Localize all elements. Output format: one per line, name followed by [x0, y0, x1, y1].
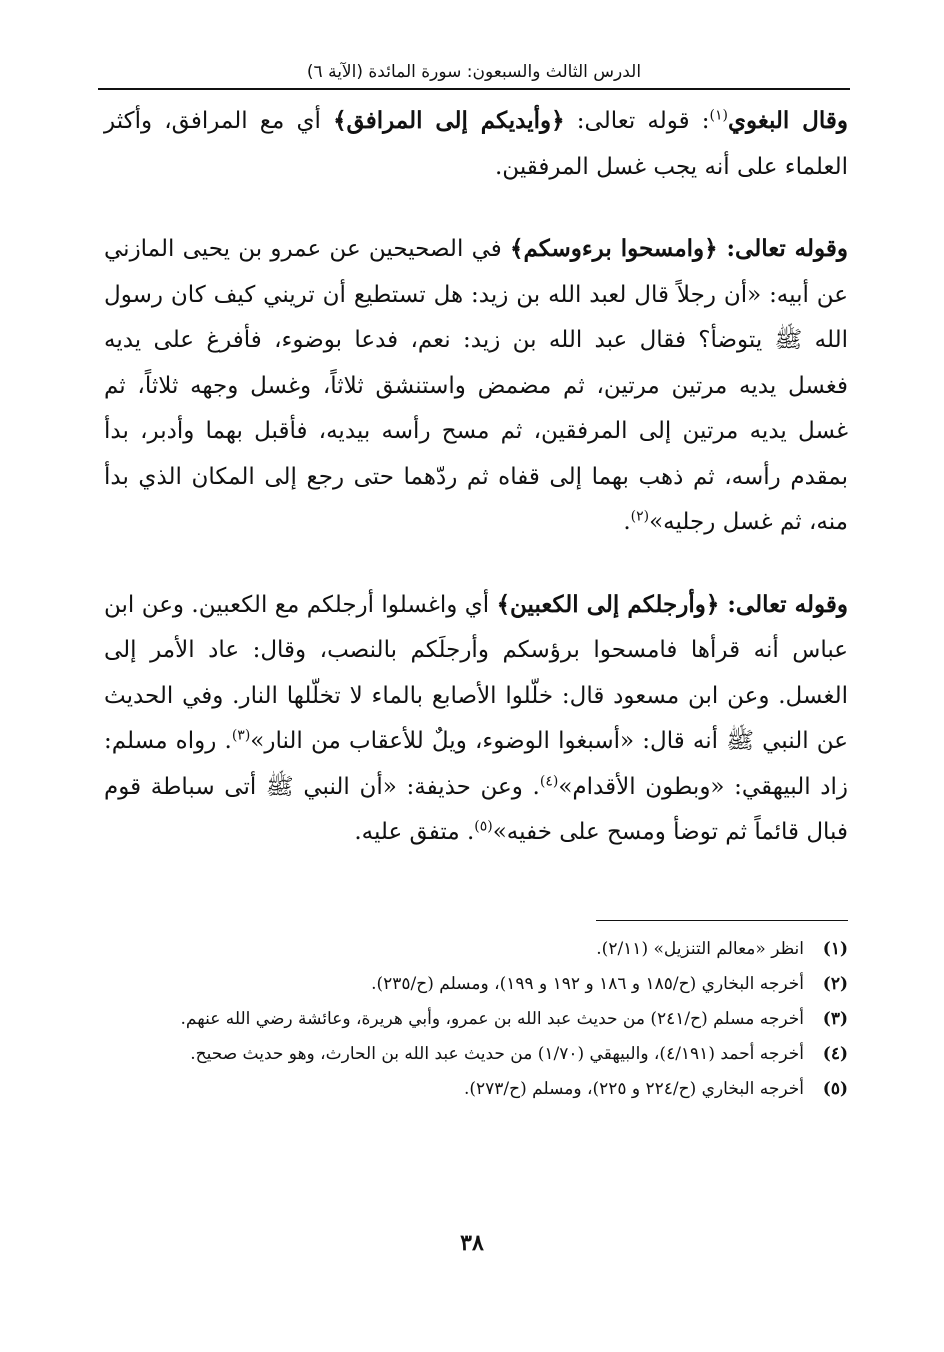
text-run: أي مع المرافق، وأكثر العلماء على أنه يجب غسل المرفقين.	[104, 108, 848, 180]
header-divider	[98, 88, 850, 90]
text-run: في الصحيحين عن عمرو بن يحيى المازني عن أبيه: «أن رجلاً قال لعبد الله بن زيد: هل تستطيع أن تريني كيف كان رسول الله ﷺ يتوضأ؟ فقال عبد الله بن زيد: نعم، فدعا بوضوء، فأفرغ على يديه فغسل يديه مرتين مرتين، ثم مضمض واستنشق ثلاثاً، وغسل وجهه ثلاثاً، ثم غسل يديه مرتين إلى المرفقين، ثم مسح رأسه بيديه، فأقبل بهما وأدبر، بدأ بمقدم رأسه، ثم ذهب بهما إلى قفاه ثم ردّهما حتى رجع إلى المكان الذي بدأ منه، ثم غسل رجليه»	[104, 236, 848, 535]
quran-quote: ﴿وأرجلكم إلى الكعبين﴾	[496, 590, 720, 618]
text-run: . رواه مسلم: زاد البيهقي: «وبطون الأقدام»	[104, 728, 848, 800]
lead-phrase: وقوله تعالى:	[717, 235, 848, 262]
text-run: . وعن حذيفة: «أن النبي ﷺ أتى سباطة قوم فبال قائماً ثم توضأ ومسح على خفيه»	[104, 773, 848, 845]
footnote-item	[104, 1072, 848, 1107]
footnote-number: (٣)	[822, 1009, 848, 1029]
footnote-ref: (٣)	[231, 727, 251, 744]
quran-quote: ﴿وامسحوا برءوسكم﴾	[509, 235, 718, 262]
quran-quote: ﴿وأيديكم إلى المرافق﴾	[333, 107, 565, 134]
footnote-number: (٢)	[822, 974, 848, 994]
text-run: .	[623, 509, 631, 535]
text-run: أي واغسلوا أرجلكم مع الكعبين. وعن ابن عباس أنه قرأها فامسحوا برؤسكم وأرجلَكم بالنصب، وقال: عاد الأمر إلى الغسل. وعن ابن مسعود قال: خلّلوا الأصابع بالماء لا تخلّلها النار. وفي الحديث عن النبي ﷺ أنه قال: «أسبغوا الوضوء، ويلٌ للأعقاب من النار»	[104, 591, 848, 754]
footnote-ref: (١)	[709, 107, 728, 124]
footnote-ref: (٥)	[474, 818, 493, 835]
footnote-text: أخرجه البخاري (ح/١٨٥ و ١٨٦ و ١٩٢ و ١٩٩)، ومسلم (ح/٢٣٥).	[371, 974, 804, 994]
footnotes	[104, 932, 848, 1107]
page-number: ٣٨	[460, 1230, 484, 1256]
footnote-text: انظر «معالم التنزيل» (٢/١١).	[596, 939, 804, 959]
footnote-number: (٥)	[822, 1079, 848, 1099]
footnote-ref: (٤)	[539, 772, 559, 789]
lead-phrase: وقال البغوي	[728, 107, 848, 134]
footnote-item	[104, 967, 848, 1002]
footnote-number: (٤)	[822, 1044, 848, 1064]
footnote-ref: (٢)	[630, 508, 650, 525]
text-run: : قوله تعالى:	[564, 108, 710, 134]
footnote-number: (١)	[822, 939, 848, 959]
footnote-text: أخرجه مسلم (ح/٢٤١) من حديث عبد الله بن عمرو، وأبي هريرة، وعائشة رضي الله عنهم.	[180, 1009, 804, 1029]
footnote-item	[104, 1002, 848, 1037]
paragraph	[104, 226, 848, 546]
footnote-item	[104, 932, 848, 967]
footnote-text: أخرجه أحمد (٤/١٩١)، والبيهقي (١/٧٠) من حديث عبد الله بن الحارث، وهو حديث صحيح.	[190, 1044, 804, 1064]
footnote-divider	[596, 920, 848, 921]
paragraph	[104, 98, 848, 190]
footnote-item	[104, 1037, 848, 1072]
main-text	[104, 98, 848, 856]
lead-phrase: وقوله تعالى:	[719, 590, 848, 618]
text-run: . متفق عليه.	[354, 819, 475, 845]
footnote-text: أخرجه البخاري (ح/٢٢٤ و ٢٢٥)، ومسلم (ح/٢٧٣).	[463, 1079, 804, 1099]
paragraph	[104, 582, 848, 856]
running-header: الدرس الثالث والسبعون: سورة المائدة (الآية ٦)	[306, 62, 642, 82]
